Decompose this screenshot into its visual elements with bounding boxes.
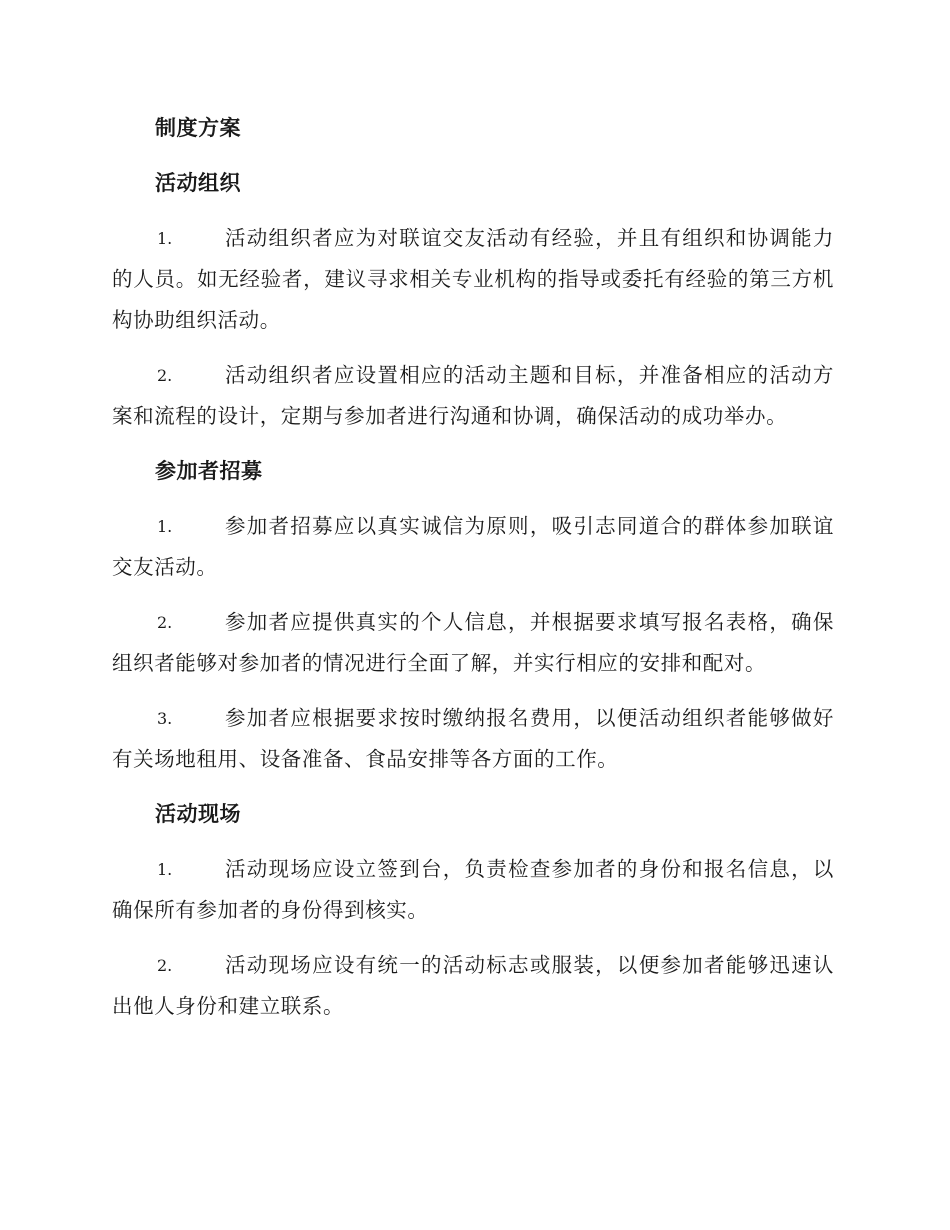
list-item-number: 3. [157,709,173,728]
list-item-text: 参加者应根据要求按时缴纳报名费用，以便活动组织者能够做好有关场地租用、设备准备、食品安排等各方面的工作。 [112,706,834,771]
list-item-text: 活动现场应设立签到台，负责检查参加者的身份和报名信息，以确保所有参加者的身份得到核实。 [112,857,834,922]
list-item-number: 1. [157,229,173,248]
section-heading: 活动组织 [155,170,241,195]
list-item [112,849,834,931]
list-item-number: 2. [157,956,173,975]
document-body [112,108,834,1041]
section-heading: 参加者招募 [155,458,263,483]
list-item [112,506,834,588]
list-item [112,355,834,437]
list-item-text: 活动现场应设有统一的活动标志或服装，以便参加者能够迅速认出他人身份和建立联系。 [112,953,834,1018]
list-item [112,698,834,780]
list-item-text: 活动组织者应为对联谊交友活动有经验，并且有组织和协调能力的人员。如无经验者，建议寻求相关专业机构的指导或委托有经验的第三方机构协助组织活动。 [112,226,834,332]
list-item-number: 2. [157,366,173,385]
document-title: 制度方案 [155,115,241,140]
section-heading: 活动现场 [155,801,241,826]
list-item-number: 1. [157,517,173,536]
list-item [112,602,834,684]
list-item-text: 参加者招募应以真实诚信为原则，吸引志同道合的群体参加联谊交友活动。 [112,514,834,579]
list-item-number: 1. [157,860,173,879]
list-item-text: 参加者应提供真实的个人信息，并根据要求填写报名表格，确保组织者能够对参加者的情况进行全面了解，并实行相应的安排和配对。 [112,610,834,675]
list-item-number: 2. [157,613,173,632]
list-item-text: 活动组织者应设置相应的活动主题和目标，并准备相应的活动方案和流程的设计，定期与参加者进行沟通和协调，确保活动的成功举办。 [112,363,834,428]
list-item [112,945,834,1027]
list-item [112,218,834,341]
